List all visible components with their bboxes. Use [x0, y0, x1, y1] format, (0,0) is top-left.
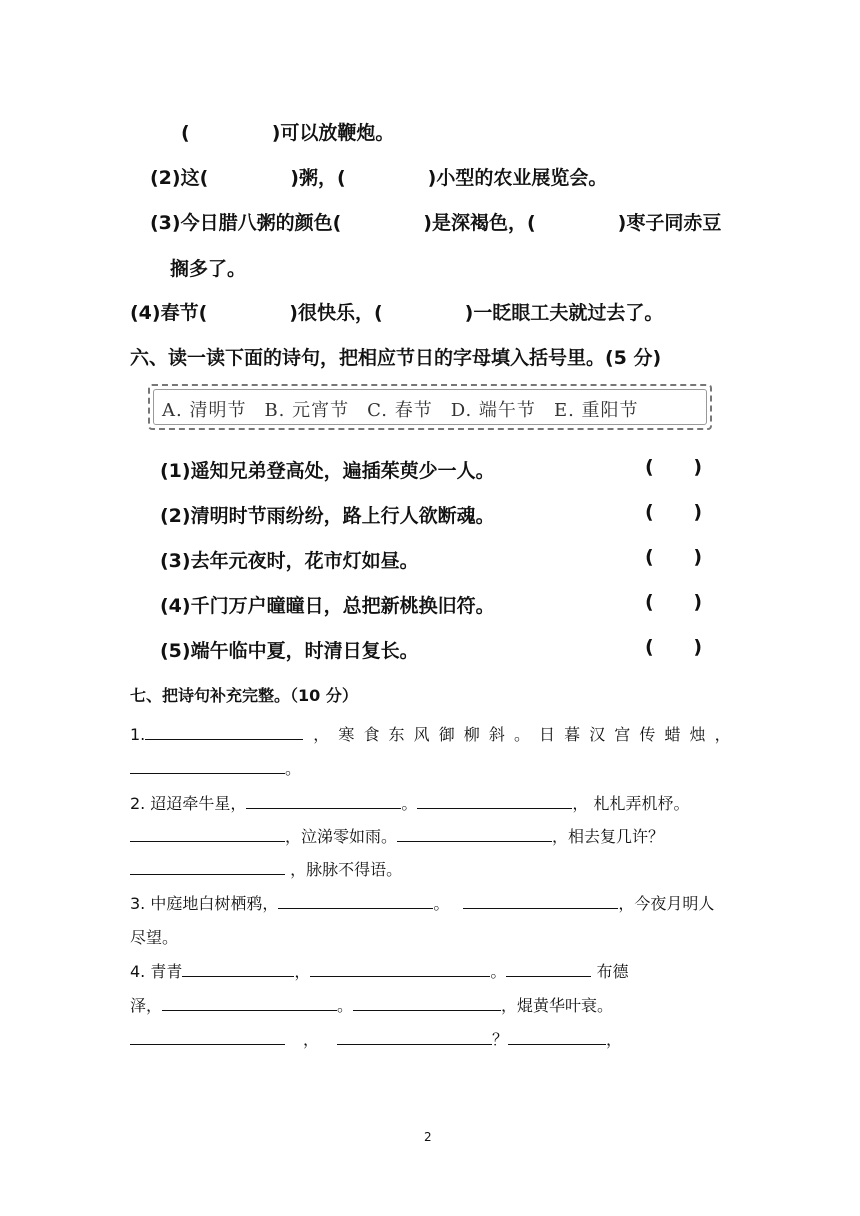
poem-answer-3[interactable]: ( ) [645, 546, 703, 568]
q4-part-5: ，焜黄华叶衰。 [501, 996, 614, 1015]
poem-answer-5[interactable]: ( ) [645, 636, 703, 658]
q2-number: 2. 迢迢牵牛星， [130, 794, 247, 813]
question-4-line-3 [130, 1027, 622, 1050]
fill-line-a [181, 118, 394, 145]
fill-item-3-continuation: 搁多了。 [170, 258, 247, 280]
q4-blank-5[interactable] [353, 994, 501, 1011]
option-e: E. 重阳节 [553, 400, 639, 421]
question-4-line-2 [130, 993, 613, 1016]
q4-blank-4[interactable] [162, 994, 337, 1011]
item3-mid: )是深褐色，( [423, 212, 536, 234]
question-3-line-2: 尽望。 [130, 928, 179, 947]
fill-item-3 [150, 208, 721, 235]
question-1-line-2 [130, 756, 301, 779]
q3-part-1: 。 [433, 894, 450, 913]
question-1 [130, 722, 733, 745]
q2-blank-4[interactable] [397, 825, 552, 842]
question-2 [130, 791, 689, 814]
q4-blank-3[interactable] [506, 960, 591, 977]
q4-part-8: ， [606, 1030, 623, 1049]
q2-blank-1[interactable] [246, 792, 401, 809]
option-d: D. 端午节 [450, 400, 536, 421]
fill-item-2 [150, 163, 607, 190]
festival-options-box [148, 384, 712, 430]
option-c: C. 春节 [367, 400, 433, 421]
q4-blank-1[interactable] [182, 960, 294, 977]
item4-suffix: )一眨眼工夫就过去了。 [464, 302, 664, 324]
q2-part-1: 。 [401, 794, 418, 813]
q4-part-3: 布德 [591, 962, 629, 981]
poem-item-2: (2)清明时节雨纷纷，路上行人欲断魂。 [160, 505, 495, 527]
q3-part-2: ，今夜月明人 [618, 894, 715, 913]
q4-part-1: ， [294, 962, 311, 981]
option-b: B. 元宵节 [264, 400, 350, 421]
item2-suffix: )小型的农业展览会。 [427, 167, 608, 189]
q3-blank-1[interactable] [278, 892, 433, 909]
q4-part-4: 。 [337, 996, 354, 1015]
q2-blank-3[interactable] [130, 825, 285, 842]
question-4 [130, 959, 628, 982]
q4-blank-2[interactable] [310, 960, 490, 977]
section7-heading: 七、把诗句补充完整。（10 分） [130, 686, 358, 705]
option-a: A. 清明节 [162, 400, 247, 421]
q2-blank-2[interactable] [417, 792, 572, 809]
q4-part-7: ？ [492, 1030, 509, 1049]
poem-item-1: (1)遥知兄弟登高处，遍插茱萸少一人。 [160, 460, 495, 482]
question-3 [130, 891, 714, 914]
q1-end: 。 [285, 759, 302, 778]
q4-line2-start: 泽， [130, 996, 163, 1015]
item2-mid: )粥，( [290, 167, 346, 189]
festival-options [162, 396, 639, 422]
open-paren: ( [181, 122, 190, 144]
q2-part-2: ， 札札弄机杼。 [572, 794, 690, 813]
item4-prefix: (4)春节( [130, 302, 208, 324]
fill-item-4 [130, 298, 663, 325]
q1-text: ， 寒 食 东 风 御 柳 斜 。 日 暮 汉 宫 传 蜡 烛 ， [313, 725, 733, 744]
section6-heading: 六、读一读下面的诗句，把相应节日的字母填入括号里。(5 分) [130, 347, 662, 369]
q4-part-2: 。 [490, 962, 507, 981]
q3-blank-2[interactable] [463, 892, 618, 909]
poem-item-5: (5)端午临中夏，时清日复长。 [160, 640, 419, 662]
poem-item-3: (3)去年元夜时，花市灯如昼。 [160, 550, 419, 572]
q4-part-6: ， [303, 1030, 320, 1049]
poem-answer-2[interactable]: ( ) [645, 501, 703, 523]
question-2-line-3 [130, 857, 402, 880]
poem-item-4: (4)千门万户曈曈日，总把新桃换旧符。 [160, 595, 495, 617]
q1-blank-2[interactable] [130, 757, 285, 774]
line-a-suffix: )可以放鞭炮。 [271, 122, 395, 144]
poem-answer-1[interactable]: ( ) [645, 456, 703, 478]
page-number: 2 [424, 1130, 432, 1144]
item3-suffix: )枣子同赤豆 [617, 212, 722, 234]
q2-part-4: ，相去复几许？ [552, 827, 665, 846]
q2-blank-5[interactable] [130, 858, 285, 875]
question-2-line-2 [130, 824, 664, 847]
poem-answer-4[interactable]: ( ) [645, 591, 703, 613]
q4-blank-6[interactable] [130, 1028, 285, 1045]
item4-mid: )很快乐，( [289, 302, 383, 324]
q2-part-3: ，泣涕零如雨。 [285, 827, 398, 846]
item3-prefix: (3)今日腊八粥的颜色( [150, 212, 342, 234]
q1-blank-1[interactable] [145, 723, 303, 740]
q4-blank-8[interactable] [508, 1028, 606, 1045]
q3-number: 3. 中庭地白树栖鸦， [130, 894, 279, 913]
q2-part-5: ，脉脉不得语。 [285, 860, 403, 879]
q4-blank-7[interactable] [337, 1028, 492, 1045]
item2-prefix: (2)这( [150, 167, 209, 189]
q4-number: 4. 青青 [130, 962, 183, 981]
q1-number: 1. [130, 725, 146, 744]
